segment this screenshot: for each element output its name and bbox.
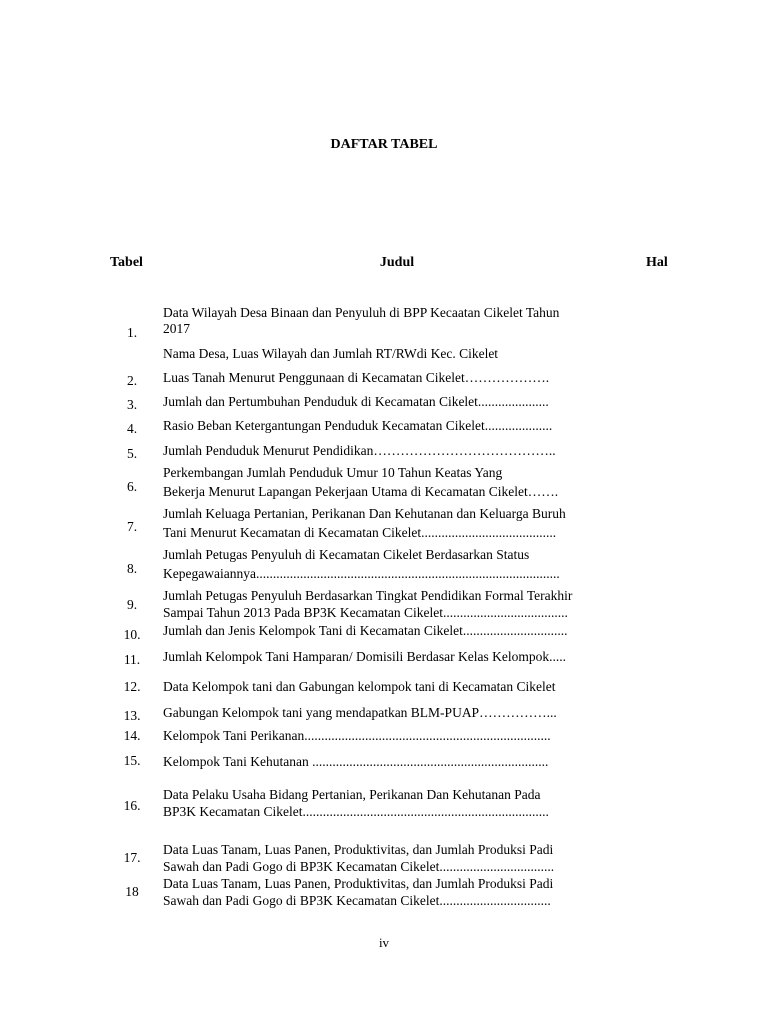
- row-number: 13.: [123, 708, 141, 723]
- row-title-line: Data Luas Tanam, Luas Panen, Produktivitas, dan Jumlah Produksi Padi: [163, 876, 554, 891]
- row-title-line: BP3K Kecamatan Cikelet.........................................................................: [163, 804, 549, 819]
- row-number: 5.: [126, 446, 138, 461]
- row-number: 2.: [126, 373, 138, 388]
- row-title-line: Sawah dan Padi Gogo di BP3K Kecamatan Cikelet..................................: [163, 859, 555, 874]
- row-title-line: Data Pelaku Usaha Bidang Pertanian, Perikanan Dan Kehutanan Pada: [163, 787, 541, 802]
- row-title-line: Tani Menurut Kecamatan di Kecamatan Cikelet........................................: [163, 525, 557, 540]
- row-title-line: Jumlah Keluaga Pertanian, Perikanan Dan Kehutanan dan Keluarga Buruh: [163, 506, 566, 521]
- row-title-line: Jumlah Petugas Penyuluh di Kecamatan Cikelet Berdasarkan Status: [163, 547, 530, 562]
- row-number: 12.: [123, 679, 141, 694]
- row-title-line: Nama Desa, Luas Wilayah dan Jumlah RT/RWdi Kec. Cikelet: [163, 346, 499, 361]
- row-title-line: Jumlah Kelompok Tani Hamparan/ Domisili Berdasar Kelas Kelompok.....: [163, 649, 566, 664]
- row-title-line: Gabungan Kelompok tani yang mendapatkan BLM-PUAP……………...: [163, 705, 557, 720]
- column-header-tabel: Tabel: [110, 255, 143, 270]
- row-title-line: 2017: [163, 321, 190, 336]
- row-title-line: Jumlah Petugas Penyuluh Berdasarkan Tingkat Pendidikan Formal Terakhir: [163, 588, 573, 603]
- row-number: 3.: [126, 397, 138, 412]
- column-header-judul: Judul: [379, 255, 415, 270]
- row-number: 9.: [126, 597, 138, 612]
- row-number: 11.: [123, 652, 141, 667]
- row-number: 1.: [126, 325, 138, 340]
- row-title-line: Sampai Tahun 2013 Pada BP3K Kecamatan Cikelet.....................................: [163, 605, 568, 620]
- row-title-line: Data Wilayah Desa Binaan dan Penyuluh di BPP Kecaatan Cikelet Tahun: [163, 305, 560, 320]
- row-title-line: Jumlah dan Jenis Kelompok Tani di Kecamatan Cikelet...............................: [163, 623, 568, 638]
- row-title-line: Rasio Beban Ketergantungan Penduduk Kecamatan Cikelet....................: [163, 418, 553, 433]
- row-title-line: Kelompok Tani Kehutanan ......................................................................: [163, 754, 549, 769]
- row-title-line: Kelompok Tani Perikanan.........................................................................: [163, 728, 551, 743]
- row-title-line: Perkembangan Jumlah Penduduk Umur 10 Tahun Keatas Yang: [163, 465, 503, 480]
- row-number: 6.: [126, 479, 138, 494]
- column-header-hal: Hal: [646, 255, 668, 270]
- row-number: 17.: [123, 850, 141, 865]
- row-title-line: Jumlah dan Pertumbuhan Penduduk di Kecamatan Cikelet.....................: [163, 394, 549, 409]
- row-title-line: Jumlah Penduduk Menurut Pendidikan…………………………………..: [163, 443, 556, 458]
- row-title-line: Kepegawaiannya..........................................................................................: [163, 566, 560, 581]
- row-number: 18: [125, 884, 139, 899]
- row-number: 10.: [123, 627, 141, 642]
- row-title-line: Data Kelompok tani dan Gabungan kelompok tani di Kecamatan Cikelet: [163, 679, 556, 694]
- row-title-line: Luas Tanah Menurut Penggunaan di Kecamatan Cikelet……………….: [163, 370, 550, 385]
- row-number: 8.: [126, 561, 138, 576]
- row-number: 15.: [123, 753, 141, 768]
- row-number: 14.: [123, 728, 141, 743]
- row-title-line: Data Luas Tanam, Luas Panen, Produktivitas, dan Jumlah Produksi Padi: [163, 842, 554, 857]
- page-title: DAFTAR TABEL: [330, 137, 438, 152]
- row-number: 16.: [123, 798, 141, 813]
- row-title-line: Sawah dan Padi Gogo di BP3K Kecamatan Cikelet.................................: [163, 893, 551, 908]
- row-number: 4.: [126, 421, 138, 436]
- page-number: iv: [378, 935, 390, 950]
- row-number: 7.: [126, 519, 138, 534]
- row-title-line: Bekerja Menurut Lapangan Pekerjaan Utama di Kecamatan Cikelet…….: [163, 484, 559, 499]
